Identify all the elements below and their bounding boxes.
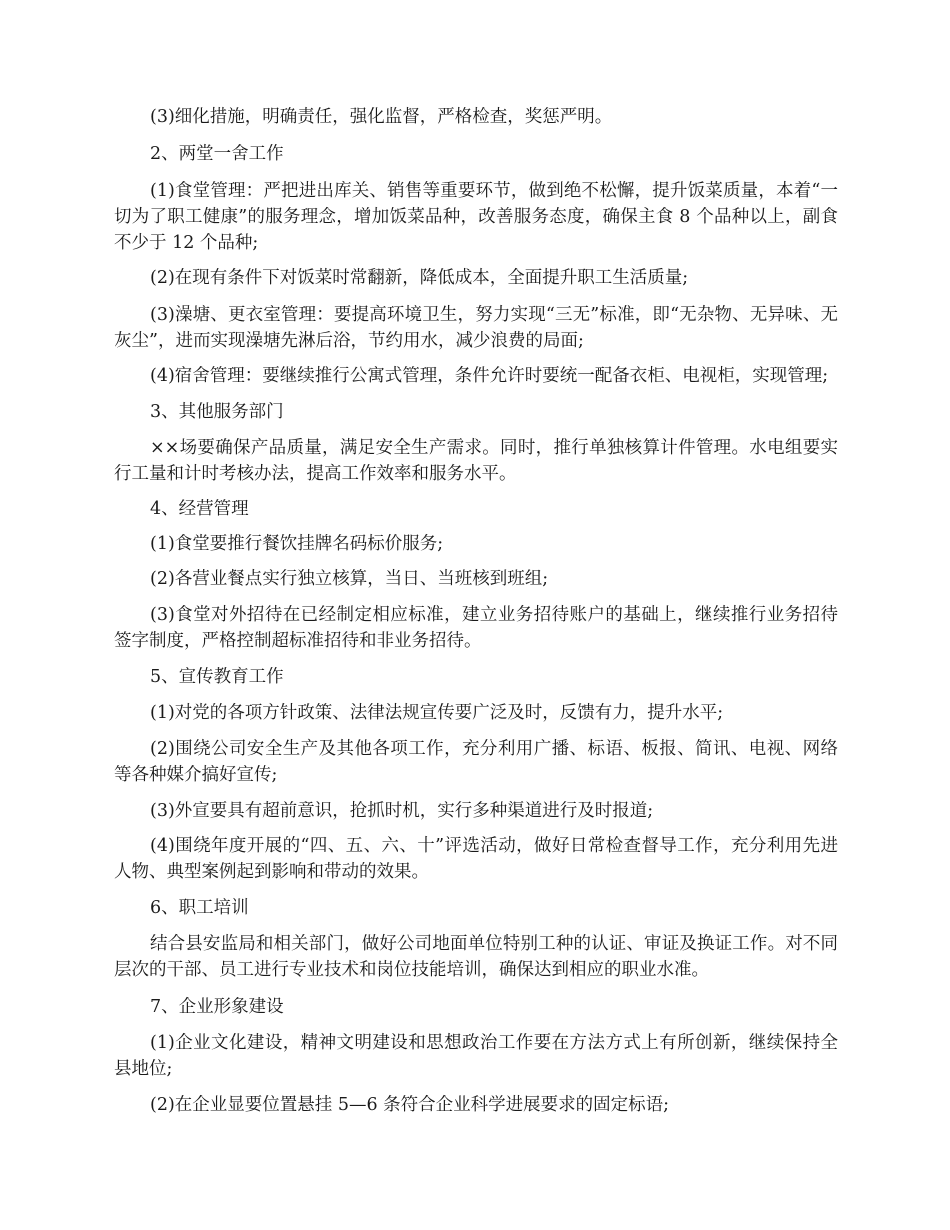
paragraph: (4)围绕年度开展的“四、五、六、十”评选活动，做好日常检查督导工作，充分利用先进人物、典型案例起到影响和带动的效果。: [114, 836, 838, 882]
paragraph: (1)企业文化建设，精神文明建设和思想政治工作要在方法方式上有所创新，继续保持全县地位;: [114, 1033, 838, 1079]
paragraph: (3)细化措施，明确责任，强化监督，严格检查，奖惩严明。: [150, 107, 613, 127]
paragraph: (1)对党的各项方针政策、法律法规宣传要广泛及时，反馈有力，提升水平;: [150, 703, 724, 723]
paragraph: (2)在现有条件下对饭菜时常翻新，降低成本，全面提升职工生活质量;: [150, 268, 689, 288]
paragraph: ××场要确保产品质量，满足安全生产需求。同时，推行单独核算计件管理。水电组要实行工量和计时考核办法，提高工作效率和服务水平。: [114, 438, 838, 484]
section-heading: 5、宣传教育工作: [150, 667, 284, 687]
paragraph: (4)宿舍管理：要继续推行公寓式管理，条件允许时要统一配备衣柜、电视柜，实现管理;: [150, 366, 829, 386]
paragraph: (2)在企业显要位置悬挂 5—6 条符合企业科学进展要求的固定标语;: [150, 1095, 670, 1115]
paragraph: (3)外宣要具有超前意识，抢抓时机，实行多种渠道进行及时报道;: [150, 801, 654, 821]
section-heading: 4、经营管理: [150, 499, 249, 519]
paragraph: 结合县安监局和相关部门，做好公司地面单位特别工种的认证、审证及换证工作。对不同层次的干部、员工进行专业技术和岗位技能培训，确保达到相应的职业水准。: [114, 934, 838, 980]
paragraph: (1)食堂要推行餐饮挂牌名码标价服务;: [150, 534, 444, 554]
paragraph: (2)围绕公司安全生产及其他各项工作，充分利用广播、标语、板报、简讯、电视、网络等各种媒介搞好宣传;: [114, 739, 838, 785]
paragraph: (3)食堂对外招待在已经制定相应标准，建立业务招待账户的基础上，继续推行业务招待签字制度，严格控制超标准招待和非业务招待。: [114, 605, 838, 651]
section-heading: 6、职工培训: [150, 898, 249, 918]
section-heading: 7、企业形象建设: [150, 997, 284, 1017]
section-heading: 2、两堂一舍工作: [150, 144, 284, 164]
section-heading: 3、其他服务部门: [150, 402, 284, 422]
paragraph: (2)各营业餐点实行独立核算，当日、当班核到班组;: [150, 569, 549, 589]
document-body: [114, 104, 838, 1118]
paragraph: (3)澡塘、更衣室管理：要提高环境卫生，努力实现“三无”标准，即“无杂物、无异味、无灰尘”，进而实现澡塘先淋后浴，节约用水，减少浪费的局面;: [114, 305, 838, 351]
paragraph: (1)食堂管理：严把进出库关、销售等重要环节，做到绝不松懈，提升饭菜质量，本着“一切为了职工健康”的服务理念，增加饭菜品种，改善服务态度，确保主食 8 个品种以上，副食不少于 12 个品种;: [114, 181, 838, 253]
